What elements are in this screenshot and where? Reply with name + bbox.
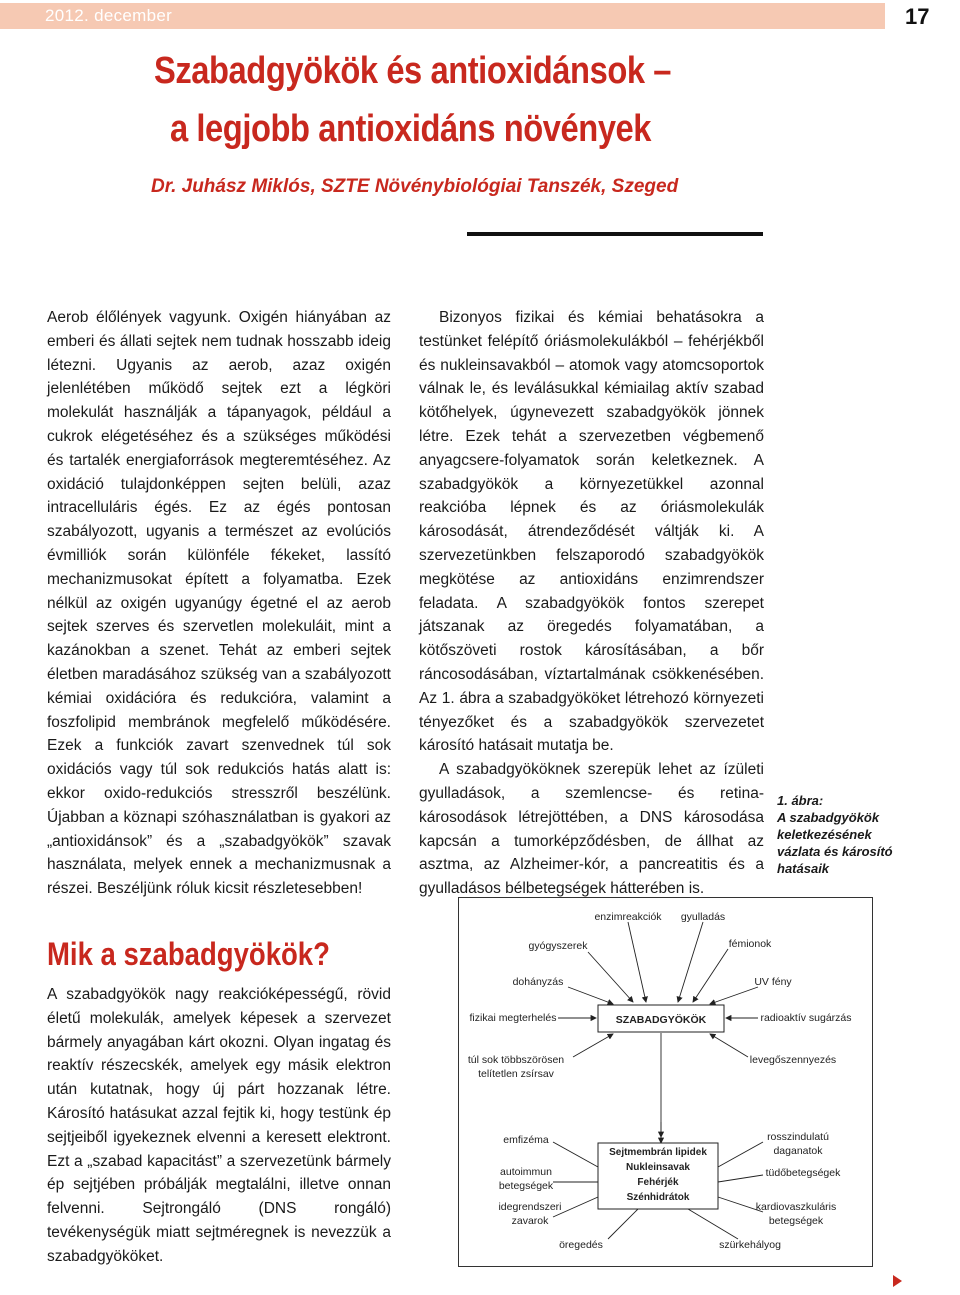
effect-label: zavarok: [511, 1215, 549, 1227]
page-number: 17: [905, 4, 930, 29]
effect-label: autoimmun: [500, 1166, 552, 1178]
section-body: [47, 983, 391, 1269]
source-label: fizikai megterhelés: [469, 1012, 557, 1024]
left-column: [47, 306, 391, 901]
target-label: Fehérjék: [637, 1177, 679, 1188]
source-label: gyulladás: [680, 911, 726, 923]
effect-label: idegrendszeri: [498, 1201, 562, 1213]
issue-date: 2012. december: [45, 6, 173, 25]
source-label: UV fény: [754, 976, 792, 988]
effect-label: öregedés: [559, 1239, 603, 1251]
article-title-line-2: a legjobb antioxidáns növények: [170, 108, 652, 150]
target-label: Nukleinsavak: [626, 1162, 690, 1173]
intro-paragraph: Aerob élőlények vagyunk. Oxigén hiányában az emberi és állati sejtek nem tudnak hosszabb ideig létezni. Ugyanis az aerob, azaz oxigén jelenlétében működő sejtek ezt a légköri molekulát használják a tápanyagok, például a cukrok elégetéséhez és a szükséges működési és tartalék energiaforrások megteremtéséhez. Az oxidáció tulajdonképpen sejten belüli, azaz intracelluláris égés. Ez az égés pontosan szabályozott, ugyanis a természet az evolúciós évmilliók során különféle fékeket, lassító mechanizmusokat épített a folyamatba. Ezek nélkül az oxigén ugyanúgy égetné el az aerob sejtek szerves és szervetlen molekuláit, mint a kazánokban a szenet. Tehát az emberi sejtek életben maradásához szükség van a szabályozott kémiai oxidációra és redukcióra, valamint a foszfolipid membránok megfelelő működésére. Ezek a funkciók zavart szenvednek túl sok oxidációs vagy túl sok redukciós hatás alatt is: ekkor oxido-redukciós stresszről beszélünk. Újabban a köznapi szóhasználatban is gyakori az „antioxidánsok” és a „szabadgyökök” szavak használata, melyek ennek a mechanizmusnak a részei. Beszéljünk róluk kicsit részletesebben!: [47, 309, 391, 898]
page-header: [0, 0, 960, 31]
article-author: Dr. Juhász Miklós, SZTE Növénybiológiai Tanszék, Szeged: [151, 176, 679, 197]
effect-label: betegségek: [498, 1180, 554, 1192]
source-label: dohányzás: [512, 976, 564, 988]
figure-caption-text: A szabadgyökök keletkezésének vázlata és károsító hatásaik: [777, 810, 893, 876]
section-paragraph: A szabadgyökök nagy reakcióképességű, rövid életű molekulák, amelyek képesek a szervezet bármely anyagában kárt okozni. Olyan ingatag és reaktív részecskék, amelyek egy másik elektron után kutatnak, hogy új párt hozzanak létre. Károsító hatásukat azzal fejtik ki, hogy testünk ép sejtjeiből igyekeznek elvenni a keresett elektront. Ezt a „szabad kapacitást” a szervezetünk bármely ép sejtjében próbálják megtalálni, illetve onnan felvenni. Sejtrongáló (DNS rongáló) tevékenységük miatt sejtméregnek is nevezzük a szabadgyököket.: [47, 986, 391, 1265]
effect-label: betegségek: [768, 1215, 824, 1227]
free-radical-diagram: [458, 897, 873, 1267]
source-label: enzimreakciók: [594, 911, 662, 923]
title-rule: [467, 232, 763, 236]
effect-label: tüdőbetegségek: [765, 1167, 841, 1179]
section-heading: Mik a szabadgyökök?: [47, 936, 330, 972]
right-column: [419, 306, 764, 901]
target-label: Szénhidrátok: [626, 1192, 690, 1203]
effect-label: daganatok: [773, 1145, 823, 1157]
continue-arrow-icon: [893, 1275, 902, 1287]
source-label: levegőszennyezés: [749, 1054, 837, 1066]
article-title-line-1: Szabadgyökök és antioxidánsok –: [154, 50, 671, 92]
figure-caption-label: 1. ábra:: [777, 793, 824, 808]
right-paragraph-1: Bizonyos fizikai és kémiai behatásokra a testünket felépítő óriásmolekulákból – fehérjékből és nukleinsavakból – atomok vagy atomcsoportok válnak le, és leválásukkal kémiailag aktív szabad kötőhelyek, úgynevezett szabadgyökök jönnek létre. Ezek tehát a szervezetben végbemenő anyagcsere-folyamatok során keletkeznek. A szabadgyökök a környezetükkel azonnal reakcióba lépnek és az óriásmolekulák károsodását, átrendeződését váltják ki. A szervezetünkben felszaporodó szabadgyökök megkötése az antioxidáns enzimrendszer feladata. A szabadgyökök fontos szerepet játszanak az öregedés folyamatában, a kötőszöveti rostok károsításában, a bőr ráncosodásában, víztartalmának csökkenésében. Az 1. ábra a szabadgyököket létrehozó környezeti tényezőket és a szabadgyökök szervezetet károsító hatásait mutatja be.: [419, 309, 764, 755]
effect-label: szürkehályog: [719, 1239, 781, 1251]
effect-label: rosszindulatú: [767, 1131, 829, 1143]
target-label: Sejtmembrán lipidek: [609, 1147, 707, 1158]
source-label: gyógyszerek: [528, 940, 588, 952]
effect-label: emfizéma: [503, 1134, 549, 1146]
effect-label: kardiovaszkuláris: [755, 1201, 837, 1213]
source-label: radioaktív sugárzás: [760, 1012, 852, 1024]
source-label: fémionok: [728, 938, 772, 950]
source-label: telítetlen zsírsav: [478, 1068, 554, 1080]
center-label: SZABADGYÖKÖK: [615, 1014, 707, 1026]
figure-caption: [777, 792, 907, 877]
source-label: túl sok többszörösen: [467, 1054, 565, 1066]
right-paragraph-2: A szabadgyököknek szerepük lehet az ízületi gyulladások, a szemlencse- és retina-károsodások létrejöttében, a DNS károsodása kapcsán a tumorképződésben, de állhat az asztma, az Alzheimer-kór, a pancreatitis és a gyulladásos bélbetegségek hátterében is.: [419, 761, 764, 898]
